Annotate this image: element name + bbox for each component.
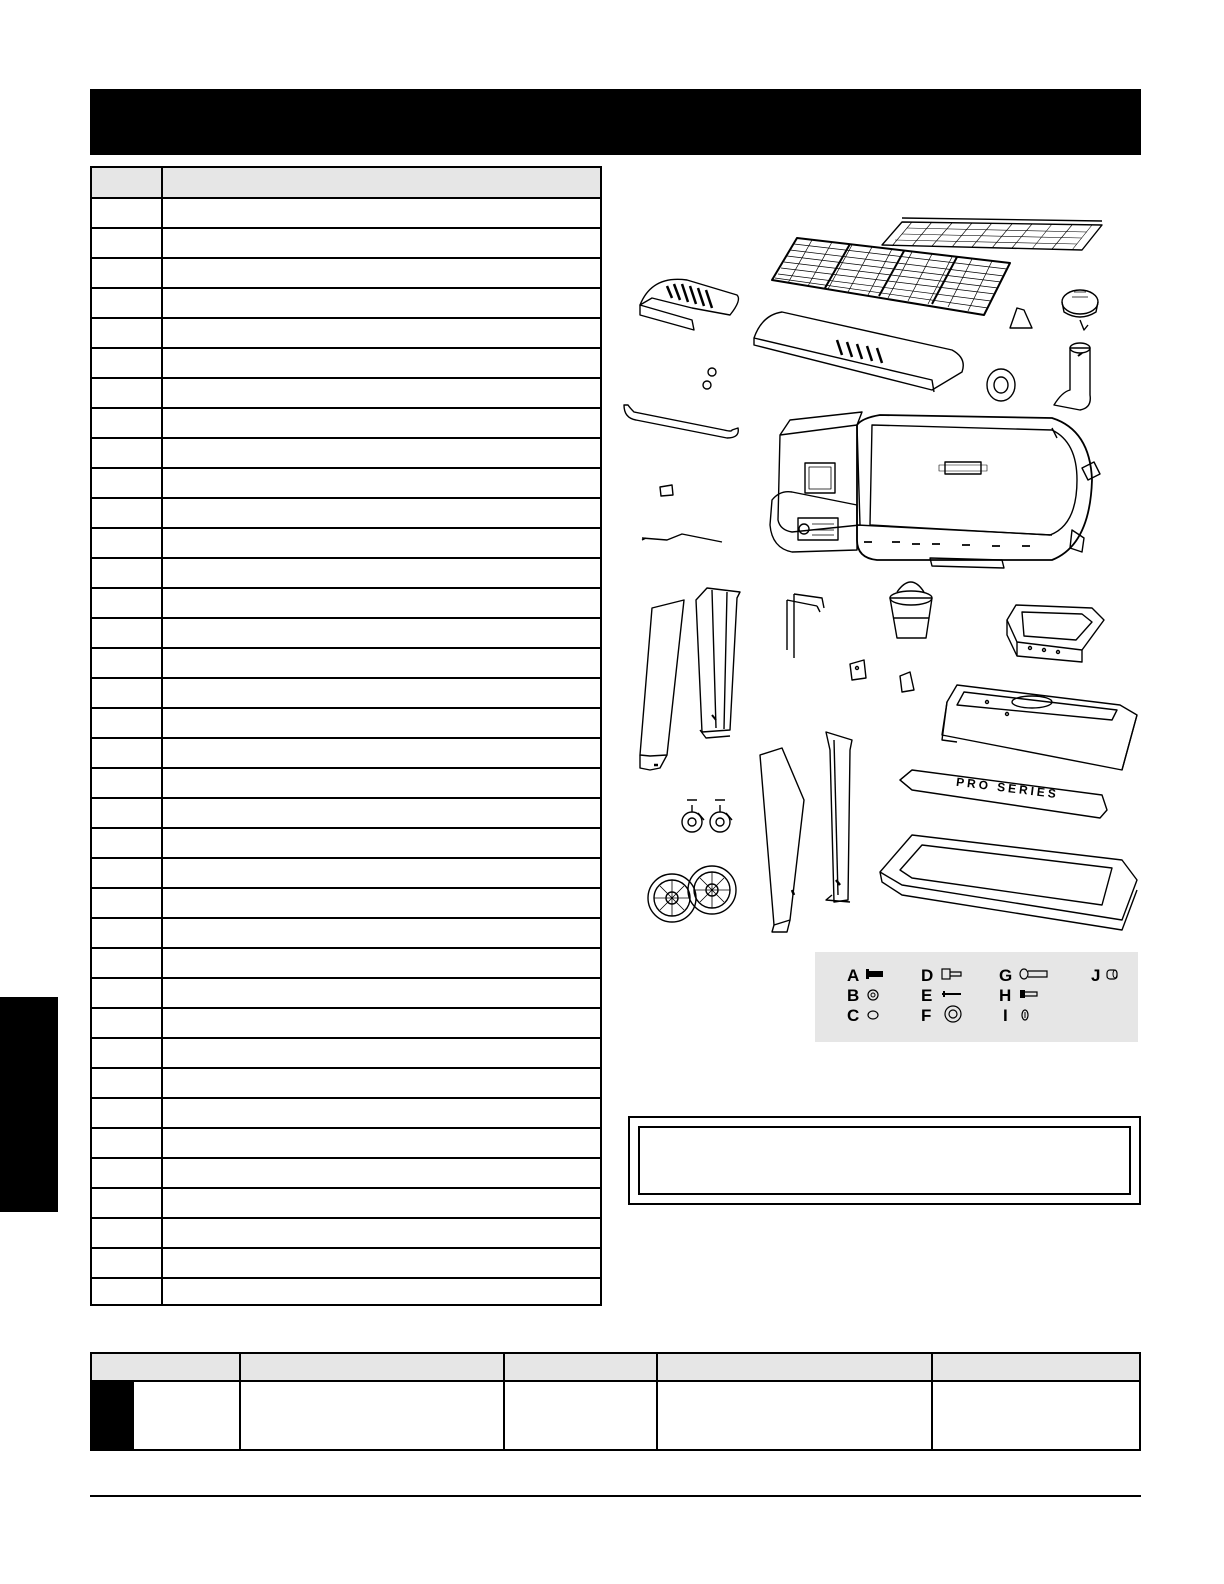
bolt-icon — [865, 967, 885, 981]
model-table-column-divider — [503, 1354, 505, 1449]
parts-table-row — [92, 529, 600, 559]
parts-table-row — [92, 439, 600, 469]
parts-table-row — [92, 1009, 600, 1039]
parts-table-row — [92, 799, 600, 829]
parts-table-row — [92, 229, 600, 259]
parts-table-row — [92, 889, 600, 919]
model-table-column-divider — [239, 1354, 241, 1449]
parts-table-row — [92, 1189, 600, 1219]
parts-table-row — [92, 709, 600, 739]
parts-table-row — [92, 559, 600, 589]
washer-icon — [866, 1009, 880, 1021]
parts-table-row — [92, 499, 600, 529]
front-shelf — [942, 685, 1137, 770]
hardware-letter: I — [1003, 1006, 1008, 1025]
parts-table-row — [92, 289, 600, 319]
parts-table-row — [92, 349, 600, 379]
knob — [1062, 290, 1098, 330]
bottom-shelf — [880, 835, 1137, 930]
parts-table-row — [92, 589, 600, 619]
parts-table-row — [92, 739, 600, 769]
pro-series-badge: PRO SERIES — [955, 774, 1060, 802]
firepot-tray — [1007, 605, 1104, 662]
exploded-parts-diagram — [612, 180, 1152, 950]
model-table-column-divider — [931, 1354, 933, 1449]
parts-table-row — [92, 679, 600, 709]
model-info-table — [90, 1352, 1141, 1451]
pro-series-panel — [900, 770, 1107, 818]
screw-icon — [941, 967, 963, 981]
parts-table-row — [92, 469, 600, 499]
hardware-legend — [815, 952, 1138, 1042]
parts-table-row — [92, 859, 600, 889]
latch — [1010, 308, 1032, 328]
handle — [624, 405, 738, 438]
washers — [703, 368, 716, 389]
short-bolt-icon — [1019, 989, 1039, 999]
handle-adapter — [660, 485, 673, 496]
parts-table-row — [92, 199, 600, 229]
parts-table-header — [92, 168, 600, 199]
leg-rear-right — [826, 732, 852, 902]
brackets — [850, 660, 914, 692]
chimney — [1054, 343, 1090, 410]
parts-table-row — [92, 409, 600, 439]
leg-front-right — [696, 588, 740, 738]
note-box — [628, 1116, 1141, 1205]
cooking-grate — [772, 238, 1010, 315]
heat-baffle — [754, 312, 963, 392]
leg-front-left — [640, 600, 684, 770]
note-box-inner-frame — [638, 1126, 1131, 1195]
parts-table-row — [92, 259, 600, 289]
hardware-letter: H — [999, 986, 1012, 1005]
parts-table-row — [92, 1099, 600, 1129]
parts-table-row — [92, 319, 600, 349]
wheels — [648, 866, 736, 922]
parts-table-row — [92, 979, 600, 1009]
parts-table-row — [92, 1159, 600, 1189]
rod — [642, 534, 722, 542]
long-bolt-icon — [1019, 967, 1049, 981]
footer-rule — [90, 1495, 1141, 1497]
heat-shield — [640, 279, 738, 330]
controller — [770, 492, 857, 552]
hardware-letter: F — [921, 1006, 932, 1025]
flat-washer-icon — [943, 1004, 963, 1024]
hardware-letter: A — [847, 966, 860, 985]
parts-table-row — [92, 1249, 600, 1279]
cap-icon — [1105, 967, 1121, 981]
parts-table-row — [92, 1219, 600, 1249]
hardware-letter: J — [1091, 966, 1101, 985]
model-table-column-divider — [656, 1354, 658, 1449]
hooks — [787, 594, 824, 658]
leg-rear-left — [760, 748, 804, 932]
hardware-letter: B — [847, 986, 860, 1005]
hardware-letter: G — [999, 966, 1013, 985]
upper-warming-rack — [882, 218, 1102, 250]
hardware-letter: D — [921, 966, 934, 985]
parts-table-row — [92, 619, 600, 649]
parts-table-row — [92, 1129, 600, 1159]
grease-bucket — [890, 582, 932, 638]
caster-wheels — [682, 800, 732, 832]
parts-table-row — [92, 829, 600, 859]
chimney-gasket — [987, 369, 1015, 401]
grill-body — [770, 412, 1100, 568]
parts-table-row — [92, 1069, 600, 1099]
page-title-bar — [90, 89, 1141, 155]
hardware-letter: E — [921, 986, 933, 1005]
model-table-header — [92, 1354, 1139, 1382]
parts-table-row — [92, 919, 600, 949]
model-table-marker-cell — [92, 1382, 134, 1449]
parts-table-row — [92, 1039, 600, 1069]
parts-list-table — [90, 166, 602, 1306]
parts-table-row — [92, 1279, 600, 1309]
parts-table-row — [92, 949, 600, 979]
parts-table-row — [92, 649, 600, 679]
parts-table-row — [92, 769, 600, 799]
lock-washer-icon — [866, 988, 880, 1002]
section-side-tab — [0, 997, 58, 1212]
hardware-letter: C — [847, 1006, 860, 1025]
nut-icon — [1019, 1008, 1031, 1022]
parts-table-row — [92, 379, 600, 409]
pin-icon — [941, 989, 963, 999]
